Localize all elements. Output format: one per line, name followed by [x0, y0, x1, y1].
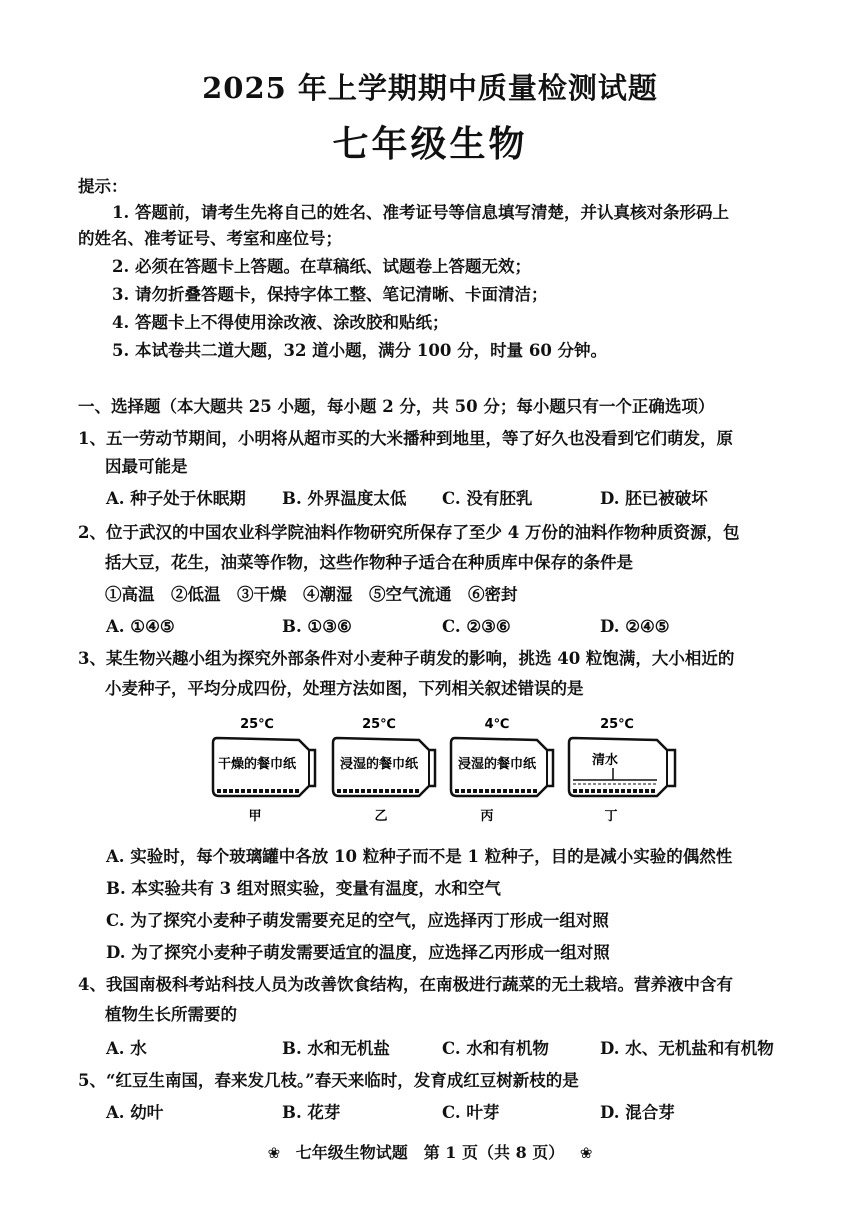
exam-subject: 七年级生物: [332, 123, 528, 165]
jar-caption: 丁: [604, 809, 618, 824]
question-5-option-d: D. 混合芽: [600, 1103, 675, 1122]
question-1-stem: 1、五一劳动节期间，小明将从超市买的大米播种到地里，等了好久也没看到它们萌发，原: [78, 429, 733, 448]
jar-yi: [333, 717, 435, 824]
question-2-option-d: D. ②④⑤: [600, 617, 670, 636]
jar-temp: 4℃: [484, 717, 510, 732]
flower-ornament-icon: ❀: [267, 1144, 281, 1162]
tip-item: 3. 请勿折叠答题卡，保持字体工整、笔记清晰、卡面清洁；: [112, 285, 548, 304]
question-4-option-a: A. 水: [106, 1039, 147, 1058]
tip-item: 的姓名、准考证号、考室和座位号；: [78, 229, 342, 248]
question-2-stem: 括大豆，花生，油菜等作物，这些作物种子适合在种质库中保存的条件是: [105, 553, 633, 572]
question-4-option-b: B. 水和无机盐: [282, 1039, 390, 1058]
question-1-option-c: C. 没有胚乳: [442, 489, 533, 508]
question-3-option-a: A. 实验时，每个玻璃罐中各放 10 粒种子而不是 1 粒种子，目的是减小实验的偶然性: [106, 847, 733, 866]
question-2-option-b: B. ①③⑥: [282, 617, 352, 636]
question-3-stem: 小麦种子，平均分成四份，处理方法如图，下列相关叙述错误的是: [105, 679, 584, 698]
question-2-option-a: A. ①④⑤: [106, 617, 175, 636]
question-1-stem: 因最可能是: [105, 457, 188, 476]
question-1-option-d: D. 胚已被破坏: [600, 489, 708, 508]
page-footer: [0, 1140, 860, 1163]
question-5-option-a: A. 幼叶: [106, 1103, 164, 1122]
exam-title: 2025 年上学期期中质量检测试题: [202, 71, 658, 105]
section-heading: 一、选择题（本大题共 25 小题，每小题 2 分，共 50 分；每小题只有一个正确选项）: [78, 397, 715, 416]
jar-caption: 乙: [374, 809, 388, 824]
question-4-stem: 4、我国南极科考站科技人员为改善饮食结构，在南极进行蔬菜的无土栽培。营养液中含有: [78, 975, 733, 994]
jar-jia: [213, 717, 315, 824]
flower-ornament-icon: ❀: [579, 1144, 593, 1162]
jar-caption: 甲: [248, 809, 262, 824]
question-2-stem: 2、位于武汉的中国农业科学院油料作物研究所保存了至少 4 万份的油料作物种质资源，包: [78, 523, 740, 542]
tip-item: 4. 答题卡上不得使用涂改液、涂改胶和贴纸；: [112, 313, 449, 332]
question-3-option-b: B. 本实验共有 3 组对照实验，变量有温度，水和空气: [106, 879, 501, 898]
question-4-option-d: D. 水、无机盐和有机物: [600, 1039, 774, 1058]
question-3-stem: 3、某生物兴趣小组为探究外部条件对小麦种子萌发的影响，挑选 40 粒饱满，大小相近的: [78, 649, 735, 668]
jar-content-label: 浸湿的餐巾纸: [339, 757, 419, 772]
question-2-conditions: ①高温 ②低温 ③干燥 ④潮湿 ⑤空气流通 ⑥密封: [105, 585, 518, 604]
jar-content-label: 浸湿的餐巾纸: [457, 757, 537, 772]
question-1-option-a: A. 种子处于休眠期: [106, 489, 246, 508]
question-5-option-c: C. 叶芽: [442, 1103, 500, 1122]
jar-caption: 丙: [480, 809, 494, 824]
question-4-stem: 植物生长所需要的: [105, 1005, 237, 1024]
jar-temp: 25℃: [362, 717, 396, 732]
tip-item: 1. 答题前，请考生先将自己的姓名、准考证号等信息填写清楚，并认真核对条形码上: [112, 203, 729, 222]
question-3-option-d: D. 为了探究小麦种子萌发需要适宜的温度，应选择乙丙形成一组对照: [106, 943, 610, 962]
jar-content-label: 干燥的餐巾纸: [217, 757, 297, 772]
jar-temp: 25℃: [240, 717, 274, 732]
footer-text: 七年级生物试题 第 1 页（共 8 页）: [295, 1143, 565, 1162]
tips-label: 提示：: [78, 177, 128, 196]
jar-temp: 25℃: [600, 717, 634, 732]
jar-ding: [569, 717, 675, 824]
jar-bing: [451, 717, 553, 824]
question-1-option-b: B. 外界温度太低: [282, 489, 407, 508]
seed-germination-figure: [205, 712, 685, 824]
question-5-option-b: B. 花芽: [282, 1103, 341, 1122]
question-4-option-c: C. 水和有机物: [442, 1039, 549, 1058]
jar-content-label: 清水: [591, 753, 619, 768]
tip-item: 2. 必须在答题卡上答题。在草稿纸、试题卷上答题无效；: [112, 257, 531, 276]
tip-item: 5. 本试卷共二道大题，32 道小题，满分 100 分，时量 60 分钟。: [112, 341, 608, 360]
question-2-option-c: C. ②③⑥: [442, 617, 511, 636]
question-5-stem: 5、“红豆生南国，春来发几枝。”春天来临时，发育成红豆树新枝的是: [78, 1071, 579, 1090]
question-3-option-c: C. 为了探究小麦种子萌发需要充足的空气，应选择丙丁形成一组对照: [106, 911, 609, 930]
